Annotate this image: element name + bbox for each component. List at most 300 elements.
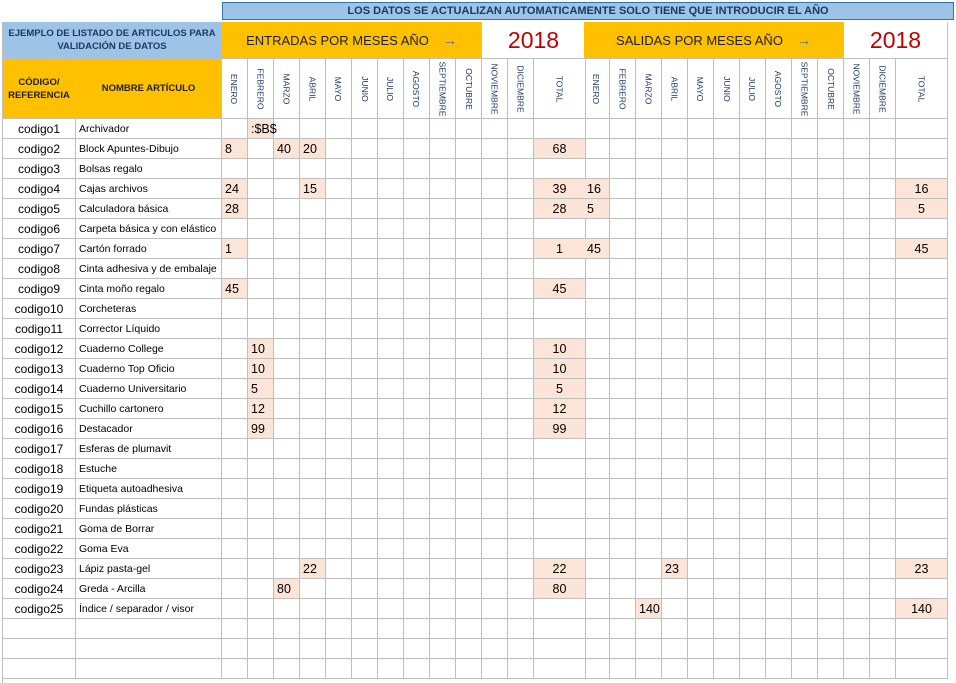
salidas-value-cell[interactable] — [584, 459, 610, 479]
entradas-value-cell[interactable] — [326, 359, 352, 379]
salidas-value-cell[interactable] — [584, 359, 610, 379]
entradas-value-cell[interactable] — [456, 499, 482, 519]
item-code-cell[interactable]: codigo2 — [3, 139, 76, 159]
entradas-value-cell[interactable] — [326, 539, 352, 559]
entradas-value-cell[interactable] — [222, 219, 248, 239]
entradas-value-cell[interactable] — [352, 239, 378, 259]
entradas-value-cell[interactable] — [508, 419, 534, 439]
entradas-total-cell[interactable] — [534, 319, 586, 339]
entradas-total-cell[interactable] — [534, 659, 586, 679]
item-code-cell[interactable] — [3, 639, 76, 659]
salidas-value-cell[interactable] — [844, 179, 870, 199]
entradas-total-cell[interactable]: 5 — [534, 379, 586, 399]
entradas-value-cell[interactable] — [456, 559, 482, 579]
salidas-value-cell[interactable] — [636, 239, 662, 259]
salidas-value-cell[interactable] — [766, 559, 792, 579]
entradas-value-cell[interactable] — [326, 319, 352, 339]
salidas-value-cell[interactable] — [636, 399, 662, 419]
entradas-value-cell[interactable]: 80 — [274, 579, 300, 599]
salidas-value-cell[interactable] — [740, 479, 766, 499]
entradas-value-cell[interactable] — [404, 619, 430, 639]
entradas-value-cell[interactable] — [248, 619, 274, 639]
entradas-value-cell[interactable] — [352, 579, 378, 599]
salidas-value-cell[interactable] — [662, 479, 688, 499]
salidas-total-cell[interactable] — [896, 379, 948, 399]
salidas-total-cell[interactable] — [896, 579, 948, 599]
salidas-value-cell[interactable] — [584, 379, 610, 399]
entradas-value-cell[interactable] — [482, 459, 508, 479]
salidas-value-cell[interactable] — [688, 479, 714, 499]
entradas-value-cell[interactable] — [248, 659, 274, 679]
salidas-total-cell[interactable] — [896, 339, 948, 359]
entradas-value-cell[interactable] — [456, 159, 482, 179]
salidas-value-cell[interactable]: 23 — [662, 559, 688, 579]
entradas-value-cell[interactable] — [222, 159, 248, 179]
entradas-value-cell[interactable] — [326, 479, 352, 499]
entradas-value-cell[interactable] — [300, 239, 326, 259]
entradas-total-cell[interactable] — [534, 459, 586, 479]
entradas-total-cell[interactable]: 10 — [534, 359, 586, 379]
salidas-value-cell[interactable] — [818, 439, 844, 459]
entradas-year-input[interactable]: 2018 — [482, 22, 586, 59]
entradas-value-cell[interactable] — [222, 639, 248, 659]
entradas-value-cell[interactable] — [326, 619, 352, 639]
entradas-value-cell[interactable]: 10 — [248, 339, 274, 359]
entradas-value-cell[interactable] — [326, 339, 352, 359]
entradas-value-cell[interactable] — [274, 199, 300, 219]
entradas-value-cell[interactable] — [222, 579, 248, 599]
salidas-value-cell[interactable] — [766, 579, 792, 599]
salidas-value-cell[interactable] — [870, 599, 896, 619]
entradas-value-cell[interactable] — [430, 119, 456, 139]
salidas-value-cell[interactable] — [870, 399, 896, 419]
salidas-value-cell[interactable] — [870, 459, 896, 479]
item-name-cell[interactable] — [76, 659, 222, 679]
entradas-value-cell[interactable] — [300, 219, 326, 239]
entradas-value-cell[interactable] — [456, 599, 482, 619]
salidas-value-cell[interactable] — [688, 199, 714, 219]
entradas-value-cell[interactable] — [430, 179, 456, 199]
salidas-value-cell[interactable] — [844, 239, 870, 259]
entradas-value-cell[interactable]: 99 — [248, 419, 274, 439]
salidas-value-cell[interactable] — [714, 419, 740, 439]
entradas-value-cell[interactable] — [300, 259, 326, 279]
salidas-value-cell[interactable] — [584, 519, 610, 539]
entradas-value-cell[interactable] — [508, 139, 534, 159]
salidas-value-cell[interactable] — [584, 579, 610, 599]
entradas-value-cell[interactable] — [222, 539, 248, 559]
salidas-value-cell[interactable] — [766, 279, 792, 299]
salidas-value-cell[interactable] — [792, 419, 818, 439]
salidas-value-cell[interactable] — [662, 259, 688, 279]
salidas-value-cell[interactable] — [844, 299, 870, 319]
salidas-value-cell[interactable] — [688, 559, 714, 579]
entradas-value-cell[interactable] — [222, 439, 248, 459]
salidas-value-cell[interactable] — [636, 499, 662, 519]
entradas-value-cell[interactable] — [300, 419, 326, 439]
entradas-value-cell[interactable] — [508, 279, 534, 299]
salidas-value-cell[interactable] — [740, 559, 766, 579]
entradas-value-cell[interactable] — [274, 619, 300, 639]
salidas-value-cell[interactable] — [844, 439, 870, 459]
entradas-value-cell[interactable] — [404, 359, 430, 379]
entradas-value-cell[interactable] — [222, 479, 248, 499]
entradas-value-cell[interactable] — [274, 239, 300, 259]
entradas-value-cell[interactable] — [508, 639, 534, 659]
salidas-value-cell[interactable] — [766, 439, 792, 459]
salidas-value-cell[interactable] — [688, 659, 714, 679]
entradas-value-cell[interactable] — [456, 259, 482, 279]
salidas-value-cell[interactable] — [584, 599, 610, 619]
entradas-value-cell[interactable] — [404, 559, 430, 579]
entradas-value-cell[interactable] — [430, 479, 456, 499]
salidas-value-cell[interactable] — [636, 539, 662, 559]
entradas-value-cell[interactable] — [222, 499, 248, 519]
salidas-value-cell[interactable] — [740, 239, 766, 259]
salidas-value-cell[interactable] — [740, 179, 766, 199]
salidas-value-cell[interactable] — [766, 259, 792, 279]
entradas-value-cell[interactable] — [274, 179, 300, 199]
salidas-value-cell[interactable] — [688, 599, 714, 619]
entradas-value-cell[interactable] — [248, 299, 274, 319]
item-name-cell[interactable]: Block Apuntes-Dibujo — [76, 139, 222, 159]
entradas-value-cell[interactable] — [430, 159, 456, 179]
salidas-value-cell[interactable] — [636, 359, 662, 379]
salidas-value-cell[interactable] — [636, 339, 662, 359]
entradas-value-cell[interactable] — [508, 239, 534, 259]
salidas-value-cell[interactable] — [792, 299, 818, 319]
entradas-value-cell[interactable] — [248, 459, 274, 479]
salidas-value-cell[interactable] — [714, 139, 740, 159]
entradas-value-cell[interactable] — [326, 519, 352, 539]
entradas-value-cell[interactable] — [378, 559, 404, 579]
salidas-value-cell[interactable] — [844, 279, 870, 299]
salidas-value-cell[interactable] — [766, 219, 792, 239]
salidas-value-cell[interactable] — [714, 539, 740, 559]
salidas-value-cell[interactable] — [636, 519, 662, 539]
salidas-value-cell[interactable] — [818, 339, 844, 359]
entradas-value-cell[interactable] — [404, 159, 430, 179]
entradas-value-cell[interactable] — [300, 119, 326, 139]
entradas-value-cell[interactable] — [274, 319, 300, 339]
entradas-value-cell[interactable] — [508, 219, 534, 239]
item-code-cell[interactable]: codigo3 — [3, 159, 76, 179]
entradas-value-cell[interactable] — [430, 339, 456, 359]
salidas-value-cell[interactable] — [688, 459, 714, 479]
salidas-value-cell[interactable] — [688, 379, 714, 399]
salidas-value-cell[interactable] — [844, 139, 870, 159]
entradas-value-cell[interactable] — [352, 219, 378, 239]
salidas-value-cell[interactable] — [610, 479, 636, 499]
entradas-value-cell[interactable] — [352, 499, 378, 519]
salidas-value-cell[interactable] — [714, 439, 740, 459]
item-name-cell[interactable]: Índice / separador / visor — [76, 599, 222, 619]
salidas-value-cell[interactable] — [766, 479, 792, 499]
entradas-value-cell[interactable] — [508, 319, 534, 339]
salidas-value-cell[interactable] — [870, 639, 896, 659]
entradas-value-cell[interactable] — [352, 539, 378, 559]
entradas-value-cell[interactable] — [508, 399, 534, 419]
entradas-value-cell[interactable] — [352, 659, 378, 679]
salidas-value-cell[interactable] — [688, 519, 714, 539]
item-name-cell[interactable]: Cuaderno Top Oficio — [76, 359, 222, 379]
entradas-value-cell[interactable] — [352, 519, 378, 539]
entradas-value-cell[interactable] — [430, 259, 456, 279]
salidas-value-cell[interactable] — [870, 299, 896, 319]
salidas-value-cell[interactable] — [636, 219, 662, 239]
entradas-value-cell[interactable] — [326, 459, 352, 479]
salidas-value-cell[interactable] — [662, 299, 688, 319]
salidas-value-cell[interactable] — [844, 539, 870, 559]
salidas-value-cell[interactable] — [636, 419, 662, 439]
salidas-value-cell[interactable] — [714, 499, 740, 519]
salidas-value-cell[interactable] — [610, 399, 636, 419]
entradas-value-cell[interactable] — [222, 259, 248, 279]
entradas-total-cell[interactable]: 12 — [534, 399, 586, 419]
salidas-value-cell[interactable] — [870, 539, 896, 559]
entradas-value-cell[interactable] — [456, 619, 482, 639]
entradas-value-cell[interactable] — [326, 279, 352, 299]
entradas-value-cell[interactable] — [300, 199, 326, 219]
salidas-value-cell[interactable] — [688, 439, 714, 459]
salidas-value-cell[interactable] — [818, 619, 844, 639]
entradas-value-cell[interactable]: 8 — [222, 139, 248, 159]
salidas-value-cell[interactable] — [688, 119, 714, 139]
entradas-value-cell[interactable] — [378, 379, 404, 399]
entradas-value-cell[interactable] — [222, 299, 248, 319]
entradas-value-cell[interactable] — [326, 239, 352, 259]
entradas-value-cell[interactable] — [378, 459, 404, 479]
salidas-value-cell[interactable] — [792, 639, 818, 659]
salidas-value-cell[interactable] — [870, 219, 896, 239]
entradas-total-cell[interactable] — [534, 619, 586, 639]
entradas-value-cell[interactable] — [430, 499, 456, 519]
salidas-value-cell[interactable] — [870, 259, 896, 279]
salidas-total-cell[interactable] — [896, 319, 948, 339]
entradas-value-cell[interactable] — [352, 459, 378, 479]
salidas-value-cell[interactable] — [792, 399, 818, 419]
salidas-value-cell[interactable] — [818, 539, 844, 559]
salidas-value-cell[interactable] — [740, 439, 766, 459]
entradas-value-cell[interactable] — [326, 259, 352, 279]
salidas-value-cell[interactable]: 16 — [584, 179, 610, 199]
salidas-value-cell[interactable] — [584, 419, 610, 439]
entradas-value-cell[interactable] — [404, 119, 430, 139]
salidas-value-cell[interactable] — [818, 199, 844, 219]
entradas-total-cell[interactable]: 80 — [534, 579, 586, 599]
entradas-value-cell[interactable] — [482, 499, 508, 519]
salidas-value-cell[interactable] — [740, 159, 766, 179]
salidas-total-cell[interactable]: 16 — [896, 179, 948, 199]
entradas-value-cell[interactable] — [274, 359, 300, 379]
salidas-value-cell[interactable] — [740, 459, 766, 479]
salidas-value-cell[interactable] — [714, 279, 740, 299]
entradas-value-cell[interactable] — [222, 419, 248, 439]
item-code-cell[interactable]: codigo9 — [3, 279, 76, 299]
entradas-value-cell[interactable] — [300, 659, 326, 679]
salidas-value-cell[interactable] — [766, 319, 792, 339]
salidas-value-cell[interactable] — [714, 379, 740, 399]
entradas-value-cell[interactable] — [274, 659, 300, 679]
salidas-value-cell[interactable] — [610, 519, 636, 539]
salidas-value-cell[interactable] — [610, 359, 636, 379]
salidas-value-cell[interactable] — [662, 379, 688, 399]
entradas-value-cell[interactable] — [248, 319, 274, 339]
salidas-value-cell[interactable] — [662, 539, 688, 559]
salidas-value-cell[interactable] — [610, 159, 636, 179]
salidas-value-cell[interactable] — [818, 459, 844, 479]
salidas-value-cell[interactable] — [662, 439, 688, 459]
salidas-value-cell[interactable] — [870, 439, 896, 459]
salidas-value-cell[interactable] — [740, 339, 766, 359]
entradas-value-cell[interactable] — [326, 139, 352, 159]
salidas-value-cell[interactable] — [844, 159, 870, 179]
salidas-value-cell[interactable] — [740, 219, 766, 239]
entradas-value-cell[interactable] — [352, 179, 378, 199]
entradas-value-cell[interactable] — [430, 519, 456, 539]
entradas-value-cell[interactable] — [378, 619, 404, 639]
entradas-value-cell[interactable] — [482, 639, 508, 659]
salidas-value-cell[interactable] — [610, 539, 636, 559]
salidas-value-cell[interactable] — [818, 159, 844, 179]
entradas-value-cell[interactable] — [508, 359, 534, 379]
entradas-value-cell[interactable] — [430, 579, 456, 599]
salidas-value-cell[interactable] — [818, 319, 844, 339]
item-name-cell[interactable]: Goma de Borrar — [76, 519, 222, 539]
entradas-value-cell[interactable] — [430, 279, 456, 299]
item-code-cell[interactable]: codigo25 — [3, 599, 76, 619]
salidas-total-cell[interactable] — [896, 359, 948, 379]
entradas-value-cell[interactable] — [482, 619, 508, 639]
entradas-value-cell[interactable] — [352, 419, 378, 439]
entradas-value-cell[interactable] — [326, 579, 352, 599]
salidas-value-cell[interactable] — [662, 239, 688, 259]
salidas-value-cell[interactable] — [740, 139, 766, 159]
salidas-value-cell[interactable] — [610, 499, 636, 519]
salidas-value-cell[interactable] — [662, 579, 688, 599]
salidas-value-cell[interactable] — [714, 179, 740, 199]
salidas-total-cell[interactable] — [896, 419, 948, 439]
item-name-cell[interactable]: Cartón forrado — [76, 239, 222, 259]
entradas-value-cell[interactable] — [300, 159, 326, 179]
entradas-value-cell[interactable] — [456, 319, 482, 339]
salidas-value-cell[interactable] — [584, 559, 610, 579]
entradas-value-cell[interactable] — [352, 359, 378, 379]
salidas-value-cell[interactable] — [818, 519, 844, 539]
item-name-cell[interactable]: Lápiz pasta-gel — [76, 559, 222, 579]
item-code-cell[interactable]: codigo5 — [3, 199, 76, 219]
salidas-value-cell[interactable] — [766, 519, 792, 539]
salidas-value-cell[interactable] — [688, 279, 714, 299]
entradas-value-cell[interactable] — [352, 439, 378, 459]
item-code-cell[interactable]: codigo24 — [3, 579, 76, 599]
item-code-cell[interactable]: codigo4 — [3, 179, 76, 199]
entradas-value-cell[interactable] — [456, 519, 482, 539]
salidas-value-cell[interactable] — [714, 219, 740, 239]
entradas-value-cell[interactable] — [456, 199, 482, 219]
entradas-value-cell[interactable] — [482, 219, 508, 239]
entradas-value-cell[interactable] — [430, 639, 456, 659]
entradas-value-cell[interactable] — [274, 519, 300, 539]
salidas-value-cell[interactable] — [792, 199, 818, 219]
entradas-value-cell[interactable] — [248, 599, 274, 619]
entradas-value-cell[interactable] — [378, 499, 404, 519]
salidas-value-cell[interactable] — [766, 179, 792, 199]
salidas-value-cell[interactable] — [870, 359, 896, 379]
salidas-value-cell[interactable] — [844, 559, 870, 579]
salidas-value-cell[interactable] — [844, 599, 870, 619]
salidas-value-cell[interactable] — [688, 299, 714, 319]
entradas-value-cell[interactable] — [482, 359, 508, 379]
entradas-value-cell[interactable] — [352, 599, 378, 619]
entradas-value-cell[interactable] — [326, 639, 352, 659]
entradas-value-cell[interactable] — [456, 239, 482, 259]
entradas-value-cell[interactable] — [482, 439, 508, 459]
entradas-value-cell[interactable] — [404, 419, 430, 439]
salidas-value-cell[interactable] — [792, 439, 818, 459]
salidas-total-cell[interactable] — [896, 259, 948, 279]
salidas-value-cell[interactable] — [610, 219, 636, 239]
salidas-value-cell[interactable] — [844, 519, 870, 539]
entradas-value-cell[interactable] — [352, 299, 378, 319]
salidas-value-cell[interactable] — [740, 599, 766, 619]
salidas-total-cell[interactable] — [896, 139, 948, 159]
salidas-value-cell[interactable] — [610, 579, 636, 599]
salidas-value-cell[interactable] — [792, 359, 818, 379]
salidas-value-cell[interactable] — [818, 639, 844, 659]
entradas-value-cell[interactable]: 22 — [300, 559, 326, 579]
entradas-value-cell[interactable] — [274, 539, 300, 559]
item-name-cell[interactable]: Corcheteras — [76, 299, 222, 319]
salidas-value-cell[interactable] — [636, 119, 662, 139]
item-name-cell[interactable]: Etiqueta autoadhesiva — [76, 479, 222, 499]
salidas-value-cell[interactable] — [662, 599, 688, 619]
salidas-value-cell[interactable] — [844, 579, 870, 599]
entradas-value-cell[interactable] — [508, 159, 534, 179]
salidas-value-cell[interactable] — [870, 339, 896, 359]
salidas-value-cell[interactable] — [688, 499, 714, 519]
entradas-value-cell[interactable] — [352, 139, 378, 159]
entradas-value-cell[interactable] — [378, 339, 404, 359]
salidas-value-cell[interactable] — [792, 379, 818, 399]
entradas-value-cell[interactable] — [404, 279, 430, 299]
entradas-value-cell[interactable] — [326, 599, 352, 619]
salidas-value-cell[interactable] — [662, 639, 688, 659]
salidas-value-cell[interactable] — [610, 619, 636, 639]
salidas-value-cell[interactable] — [610, 139, 636, 159]
salidas-value-cell[interactable] — [636, 479, 662, 499]
salidas-value-cell[interactable] — [818, 239, 844, 259]
entradas-value-cell[interactable] — [352, 279, 378, 299]
entradas-value-cell[interactable] — [274, 159, 300, 179]
salidas-value-cell[interactable] — [792, 599, 818, 619]
salidas-value-cell[interactable] — [870, 199, 896, 219]
salidas-value-cell[interactable] — [688, 419, 714, 439]
salidas-value-cell[interactable] — [766, 119, 792, 139]
entradas-value-cell[interactable] — [456, 539, 482, 559]
entradas-value-cell[interactable] — [456, 399, 482, 419]
salidas-value-cell[interactable] — [766, 199, 792, 219]
entradas-value-cell[interactable] — [352, 339, 378, 359]
salidas-value-cell[interactable] — [870, 239, 896, 259]
entradas-value-cell[interactable] — [378, 139, 404, 159]
salidas-value-cell[interactable] — [766, 359, 792, 379]
salidas-value-cell[interactable] — [584, 539, 610, 559]
salidas-value-cell[interactable] — [636, 459, 662, 479]
salidas-value-cell[interactable] — [870, 319, 896, 339]
item-name-cell[interactable]: Cuaderno College — [76, 339, 222, 359]
entradas-value-cell[interactable] — [404, 579, 430, 599]
